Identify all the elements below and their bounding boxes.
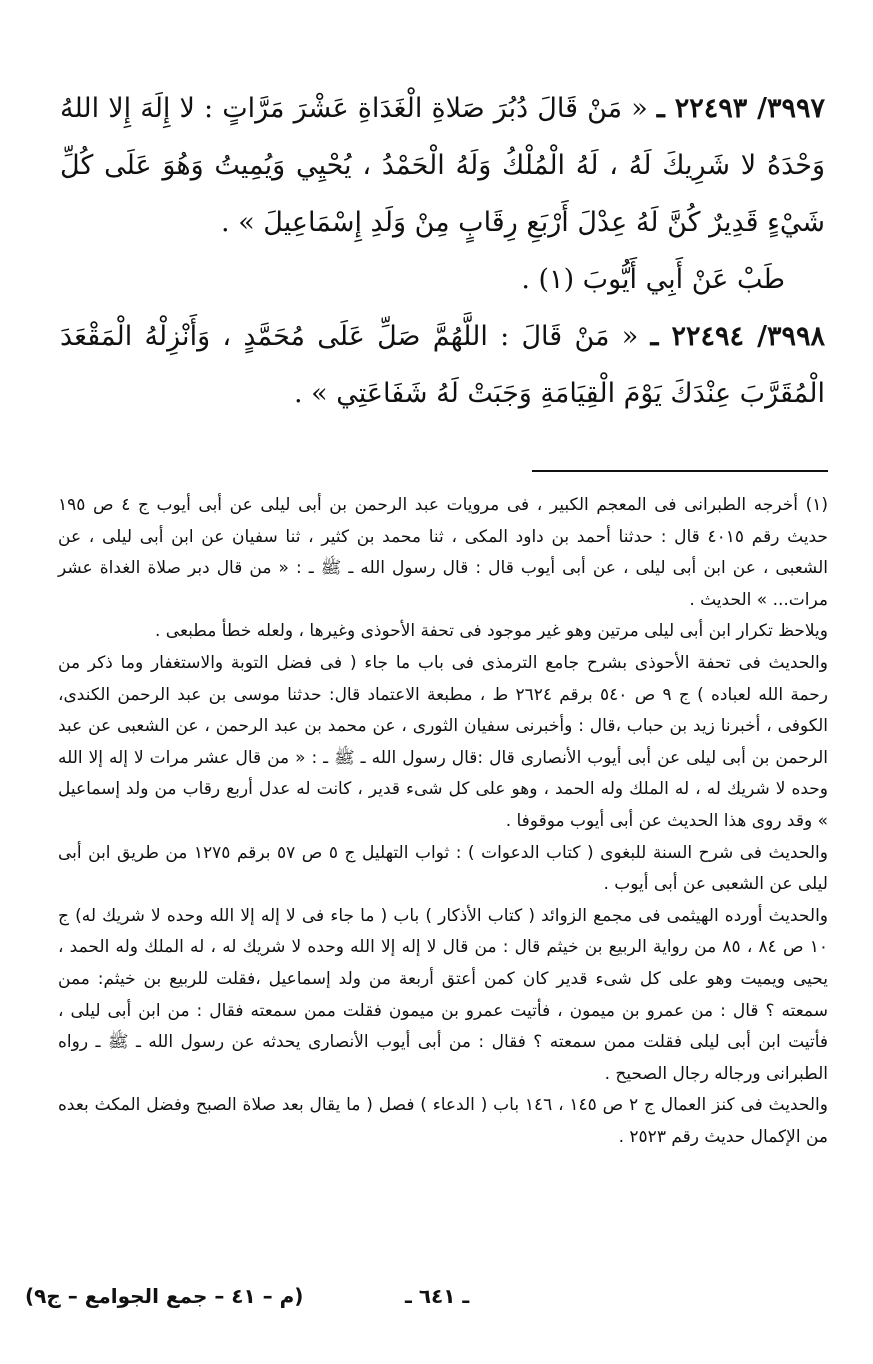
footnote-paragraph: والحديث فى تحفة الأحوذى بشرح جامع الترمذى فى باب ما جاء ( فى فضل التوبة والاستغفار وما ذكر من رحمة الله لعباده ) ج ٩ ص ٥٤٠ برقم ٢٦٢٤ ط ، مطبعة الاعتماد قال: حدثنا موسى بن عبد الرحمن الكندى، الكوفى ، أخبرنا زيد بن حباب ،قال : وأخبرنى سفيان الثورى ، عن محمد بن عبد الرحمن ، عن الشعبى عن عبد الرحمن بن أبى ليلى عن أبى أيوب الأنصارى قال :قال رسول الله ـ ﷺ ـ : « من قال عشر مرات لا إله إلا الله وحده لا شريك له ، له الملك وله الحمد ، وهو على كل شىء قدير ، كانت له عدل أربع رقاب من ولد إسماعيل » وقد روى هذا الحديث عن أبى أيوب موقوفا .: [58, 652, 828, 831]
signature-mark: (م – ٤١ – جمع الجوامع – ج٩): [25, 1284, 304, 1308]
footnote-separator: [532, 470, 828, 472]
footnote-paragraph: والحديث فى كنز العمال ج ٢ ص ١٤٥ ، ١٤٦ باب ( الدعاء ) فصل ( ما يقال بعد صلاة الصبح وفضل المكث بعده من الإكمال حديث رقم ٢٥٢٣ .: [58, 1095, 828, 1147]
hadith-3998: [60, 308, 825, 422]
footnote-paragraph: والحديث أورده الهيثمى فى مجمع الزوائد ( كتاب الأذكار ) باب ( ما جاء فى لا إله إلا الله وحده لا شريك له) ج ١٠ ص ٨٤ ، ٨٥ من رواية الربيع بن خيثم قال : من قال لا إله إلا الله وحده لا شريك له ، له الملك وله الحمد ، يحيى ويميت وهو على كل شىء قدير كان كمن أعتق أربعة من ولد إسماعيل ،فقلت للربيع بن خيثم: ممن سمعته ؟ قال : من عمرو بن ميمون ، فأتيت عمرو بن ميمون فقلت ممن سمعته فقال : من ابن أبى ليلى ، فأتيت ابن أبى ليلى فقلت ممن سمعته ؟ فقال : من أبى أيوب الأنصارى يحدثه عن رسول الله ـ ﷺ ـ رواه الطبرانى ورجاله رجال الصحيح .: [58, 905, 828, 1084]
hadith-text: « مَنْ قَالَ دُبُرَ صَلاةِ الْغَدَاةِ عَشْرَ مَرَّاتٍ : لا إِلَهَ إِلا اللهُ وَحْدَهُ لا شَرِيكَ لَهُ ، لَهُ الْمُلْكُ وَلَهُ الْحَمْدُ ، يُحْيِي وَيُمِيتُ وَهُوَ عَلَى كُلِّ شَيْءٍ قَدِيرٌ كُنَّ لَهُ عِدْلَ أَرْبَعِ رِقَابٍ مِنْ وَلَدِ إِسْمَاعِيلَ » .: [60, 93, 825, 238]
hadith-number: ٣٩٩٨/ ٢٢٤٩٤ ـ: [650, 321, 826, 352]
footnote-paragraph: (١) أخرجه الطبرانى فى المعجم الكبير ، فى مرويات عبد الرحمن بن أبى ليلى عن أبى أيوب ج ٤ ص ١٩٥ حديث رقم ٤٠١٥ قال : حدثنا أحمد بن داود المكى ، ثنا محمد بن كثير ، ثنا سفيان عن ابن أبى ليلى ، عن الشعبى ، عن ابن أبى ليلى ، عن أبى أيوب قال : قال رسول الله ـ ﷺ ـ : « من قال دبر صلاة الغداة عشر مرات... » الحديث .: [58, 495, 828, 610]
footnotes: [58, 490, 828, 1153]
page-number: ـ ٦٤١ ـ: [405, 1284, 470, 1308]
main-text: [60, 80, 825, 422]
page-footer: [25, 1284, 830, 1324]
hadith-3997: [60, 80, 825, 251]
hadith-text: « مَنْ قَالَ : اللَّهُمَّ صَلِّ عَلَى مُحَمَّدٍ ، وَأَنْزِلْهُ الْمَقْعَدَ الْمُقَرَّبَ عِنْدَكَ يَوْمَ الْقِيَامَةِ وَجَبَتْ لَهُ شَفَاعَتِي » .: [60, 321, 825, 409]
hadith-number: ٣٩٩٧/ ٢٢٤٩٣ ـ: [656, 93, 825, 124]
footnote-paragraph: ويلاحظ تكرار ابن أبى ليلى مرتين وهو غير موجود فى تحفة الأحوذى وغيرها ، ولعله خطأ مطبعى .: [154, 621, 828, 642]
footnote-paragraph: والحديث فى شرح السنة للبغوى ( كتاب الدعوات ) : ثواب التهليل ج ٥ ص ٥٧ برقم ١٢٧٥ من طريق ابن أبى ليلى عن الشعبى عن أبى أيوب .: [58, 842, 828, 895]
hadith-source: طَبْ عَنْ أَبِي أَيُّوبَ (١) .: [521, 264, 785, 295]
